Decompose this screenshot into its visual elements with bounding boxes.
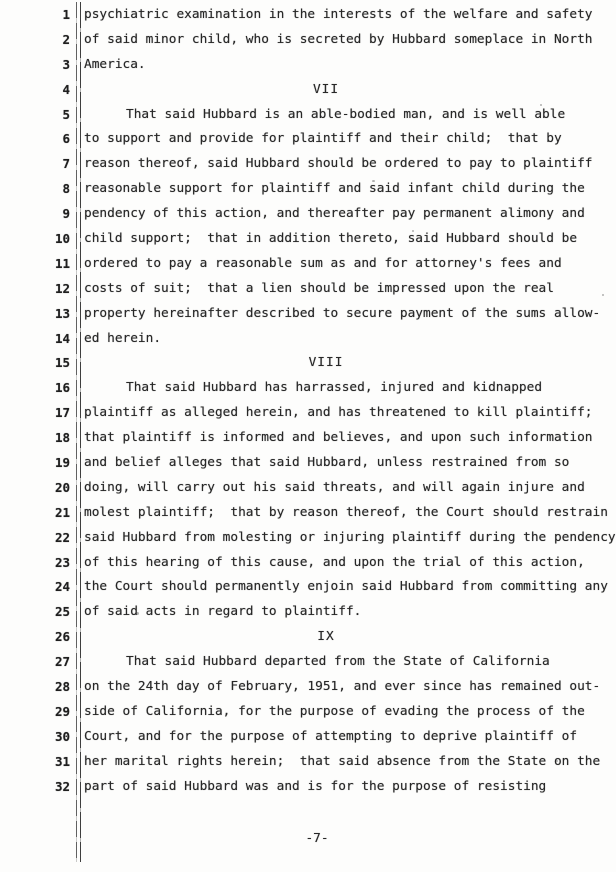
line-text: the Court should permanently enjoin said Hubbard from committing any (84, 579, 608, 595)
scan-speck (112, 186, 114, 188)
line-number: 30 (54, 728, 70, 744)
document-line (0, 603, 616, 628)
document-line (0, 106, 616, 131)
line-text: IX (317, 629, 335, 645)
line-text: VII (312, 81, 340, 97)
line-text: doing, will carry out his said threats, and will again injure and (84, 479, 585, 495)
line-text: ed herein. (84, 330, 162, 346)
scan-speck (372, 180, 375, 182)
line-text: on the 24th day of February, 1951, and ever since has remained out- (84, 679, 601, 695)
document-line (0, 205, 616, 230)
line-text: psychiatric examination in the interests of the welfare and safety (84, 7, 593, 22)
document-line (0, 354, 616, 379)
document-line (0, 81, 616, 106)
line-text: and belief alleges that said Hubbard, unless restrained from so (84, 455, 570, 471)
page-number: -7- (305, 831, 329, 846)
document-line (0, 653, 616, 678)
document-line (0, 529, 616, 554)
line-text: reason thereof, said Hubbard should be ordered to pay to plaintiff (84, 156, 593, 172)
document-line (0, 454, 616, 479)
scan-speck (540, 104, 542, 106)
line-text: molest plaintiff; that by reason thereof, the Court should restrain (84, 504, 608, 520)
line-text: plaintiff as alleged herein, and has threatened to kill plaintiff; (84, 405, 593, 421)
document-line (0, 56, 616, 81)
line-number: 5 (62, 106, 70, 122)
line-text: pendency of this action, and thereafter pay permanent alimony and (84, 206, 585, 222)
document-line (0, 703, 616, 728)
line-number: 31 (54, 753, 70, 769)
document-line (0, 305, 616, 330)
line-number: 20 (54, 479, 70, 495)
line-text: to support and provide for plaintiff and their child; that by (84, 131, 562, 147)
document-line (0, 753, 616, 778)
line-number: 7 (62, 156, 70, 172)
line-text: That said Hubbard has harrassed, injured and kidnapped (126, 380, 543, 396)
line-text: property hereinafter described to secure payment of the sums allow- (84, 305, 601, 321)
line-text: VIII (308, 355, 344, 371)
document-line (0, 230, 616, 255)
line-number: 15 (54, 355, 70, 371)
document-line (0, 778, 616, 803)
document-line (0, 554, 616, 579)
line-text: reasonable support for plaintiff and said infant child during the (84, 181, 585, 197)
line-number: 17 (54, 405, 70, 421)
document-line (0, 255, 616, 280)
line-text: part of said Hubbard was and is for the purpose of resisting (84, 778, 547, 794)
scan-speck (443, 540, 445, 542)
line-number: 10 (54, 231, 70, 247)
line-number: 22 (54, 529, 70, 545)
line-number: 18 (54, 430, 70, 446)
document-line (0, 628, 616, 653)
line-text: America. (84, 56, 146, 72)
line-number: 25 (54, 604, 70, 620)
line-number: 6 (62, 131, 70, 147)
line-number: 27 (54, 654, 70, 670)
scan-speck (556, 760, 558, 762)
document-line (0, 180, 616, 205)
line-number: 2 (62, 31, 70, 47)
line-number: 4 (62, 81, 70, 97)
document-line (0, 6, 616, 31)
line-text: said Hubbard from molesting or injuring plaintiff during the pendency (84, 529, 616, 545)
document-line (0, 155, 616, 180)
line-number: 26 (54, 629, 70, 645)
line-number: 23 (54, 554, 70, 570)
document-lines (0, 6, 616, 803)
line-text: of said minor child, who is secreted by Hubbard someplace in North (84, 31, 593, 47)
line-number: 3 (62, 56, 70, 72)
line-text: side of California, for the purpose of evading the process of the (84, 703, 585, 719)
line-text: ordered to pay a reasonable sum as and for attorney's fees and (84, 255, 562, 271)
document-line (0, 429, 616, 454)
line-number: 12 (54, 280, 70, 296)
line-number: 32 (54, 778, 70, 794)
line-number: 1 (62, 7, 70, 22)
document-line (0, 479, 616, 504)
scan-speck (602, 294, 604, 296)
line-number: 24 (54, 579, 70, 595)
line-text: of this hearing of this cause, and upon the trial of this action, (84, 554, 585, 570)
line-number: 11 (54, 255, 70, 271)
line-number: 19 (54, 455, 70, 471)
line-text: costs of suit; that a lien should be impressed upon the real (84, 280, 554, 296)
document-line (0, 728, 616, 753)
document-line (0, 404, 616, 429)
document-line (0, 379, 616, 404)
line-number: 14 (54, 330, 70, 346)
scan-speck (136, 612, 139, 615)
document-line (0, 280, 616, 305)
line-text: Court, and for the purpose of attempting to deprive plaintiff of (84, 728, 578, 744)
line-number: 13 (54, 305, 70, 321)
scan-speck (412, 230, 414, 232)
line-number: 28 (54, 679, 70, 695)
line-number: 21 (54, 504, 70, 520)
document-line (0, 578, 616, 603)
document-line (0, 330, 616, 355)
line-text: That said Hubbard is an able-bodied man, and is well able (126, 106, 566, 122)
document-line (0, 678, 616, 703)
document-line (0, 31, 616, 56)
line-number: 8 (62, 181, 70, 197)
line-text: that plaintiff is informed and believes, and upon such information (84, 430, 593, 446)
line-text: of said acts in regard to plaintiff. (84, 604, 362, 620)
document-line (0, 504, 616, 529)
document-line (0, 130, 616, 155)
line-text: That said Hubbard departed from the State of California (126, 654, 550, 670)
line-number: 29 (54, 703, 70, 719)
line-number: 9 (62, 206, 70, 222)
line-number: 16 (54, 380, 70, 396)
line-text: child support; that in addition thereto, said Hubbard should be (84, 231, 578, 247)
line-text: her marital rights herein; that said absence from the State on the (84, 753, 601, 769)
